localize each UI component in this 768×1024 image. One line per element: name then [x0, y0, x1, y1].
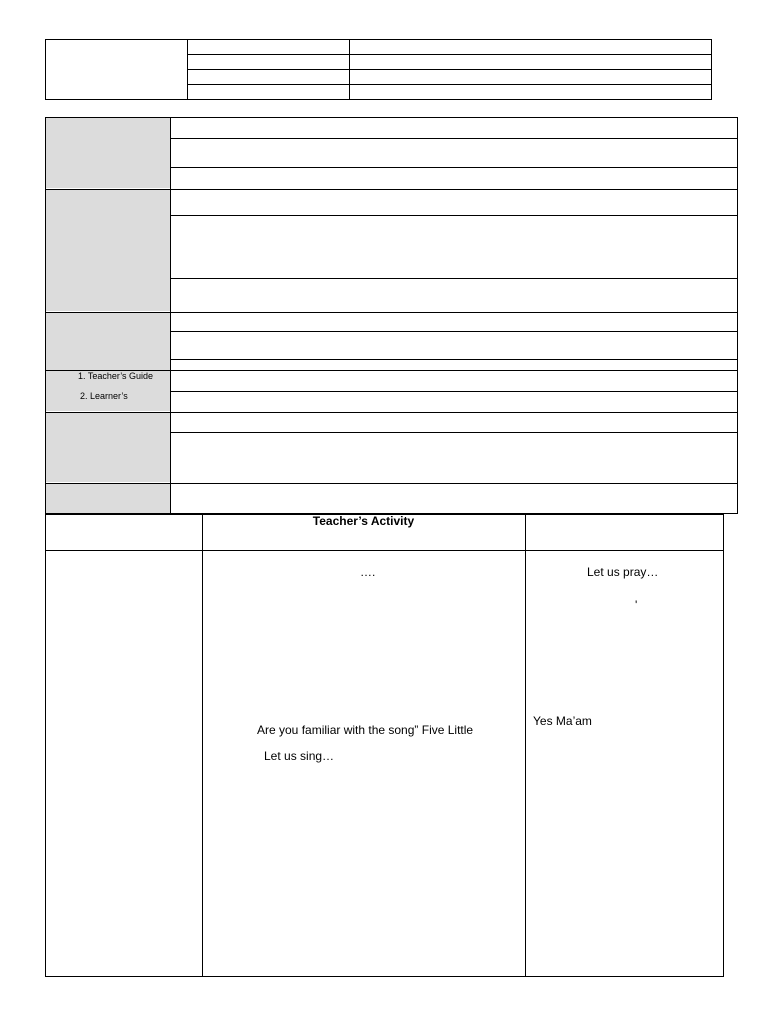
reference-teachers-guide: 1. Teacher’s Guide	[78, 371, 154, 381]
row-line	[170, 278, 738, 279]
teacher-sing: Let us sing…	[264, 749, 335, 763]
teacher-question: Are you familiar with the song” Five Little	[257, 723, 474, 737]
section-divider	[45, 312, 738, 313]
label-column-divider	[170, 117, 171, 514]
header-grid-row-line	[187, 84, 712, 85]
section-divider	[45, 412, 738, 413]
teacher-ellipsis: ….	[360, 565, 376, 579]
pupil-pray: Let us pray…	[587, 565, 659, 579]
header-grid-row-line	[187, 54, 712, 55]
activity-header-line	[45, 550, 724, 551]
header-grid-row-line	[187, 69, 712, 70]
activity-table-frame	[45, 514, 724, 977]
pupil-answer: Yes Ma’am	[533, 714, 592, 728]
row-line	[170, 331, 738, 332]
row-line	[170, 138, 738, 139]
reference-learners: 2. Learner’s	[80, 391, 128, 401]
teachers-activity-header: Teacher’s Activity	[312, 514, 415, 528]
activity-column-divider	[525, 514, 526, 977]
section-divider	[45, 483, 738, 484]
section-divider	[45, 189, 738, 190]
row-line	[170, 215, 738, 216]
row-line	[170, 391, 738, 392]
pupil-mark: '	[635, 598, 638, 612]
row-line	[170, 359, 738, 360]
activity-column-divider	[202, 514, 203, 977]
lesson-plan-frame	[45, 117, 738, 514]
row-line	[170, 167, 738, 168]
row-line	[170, 432, 738, 433]
